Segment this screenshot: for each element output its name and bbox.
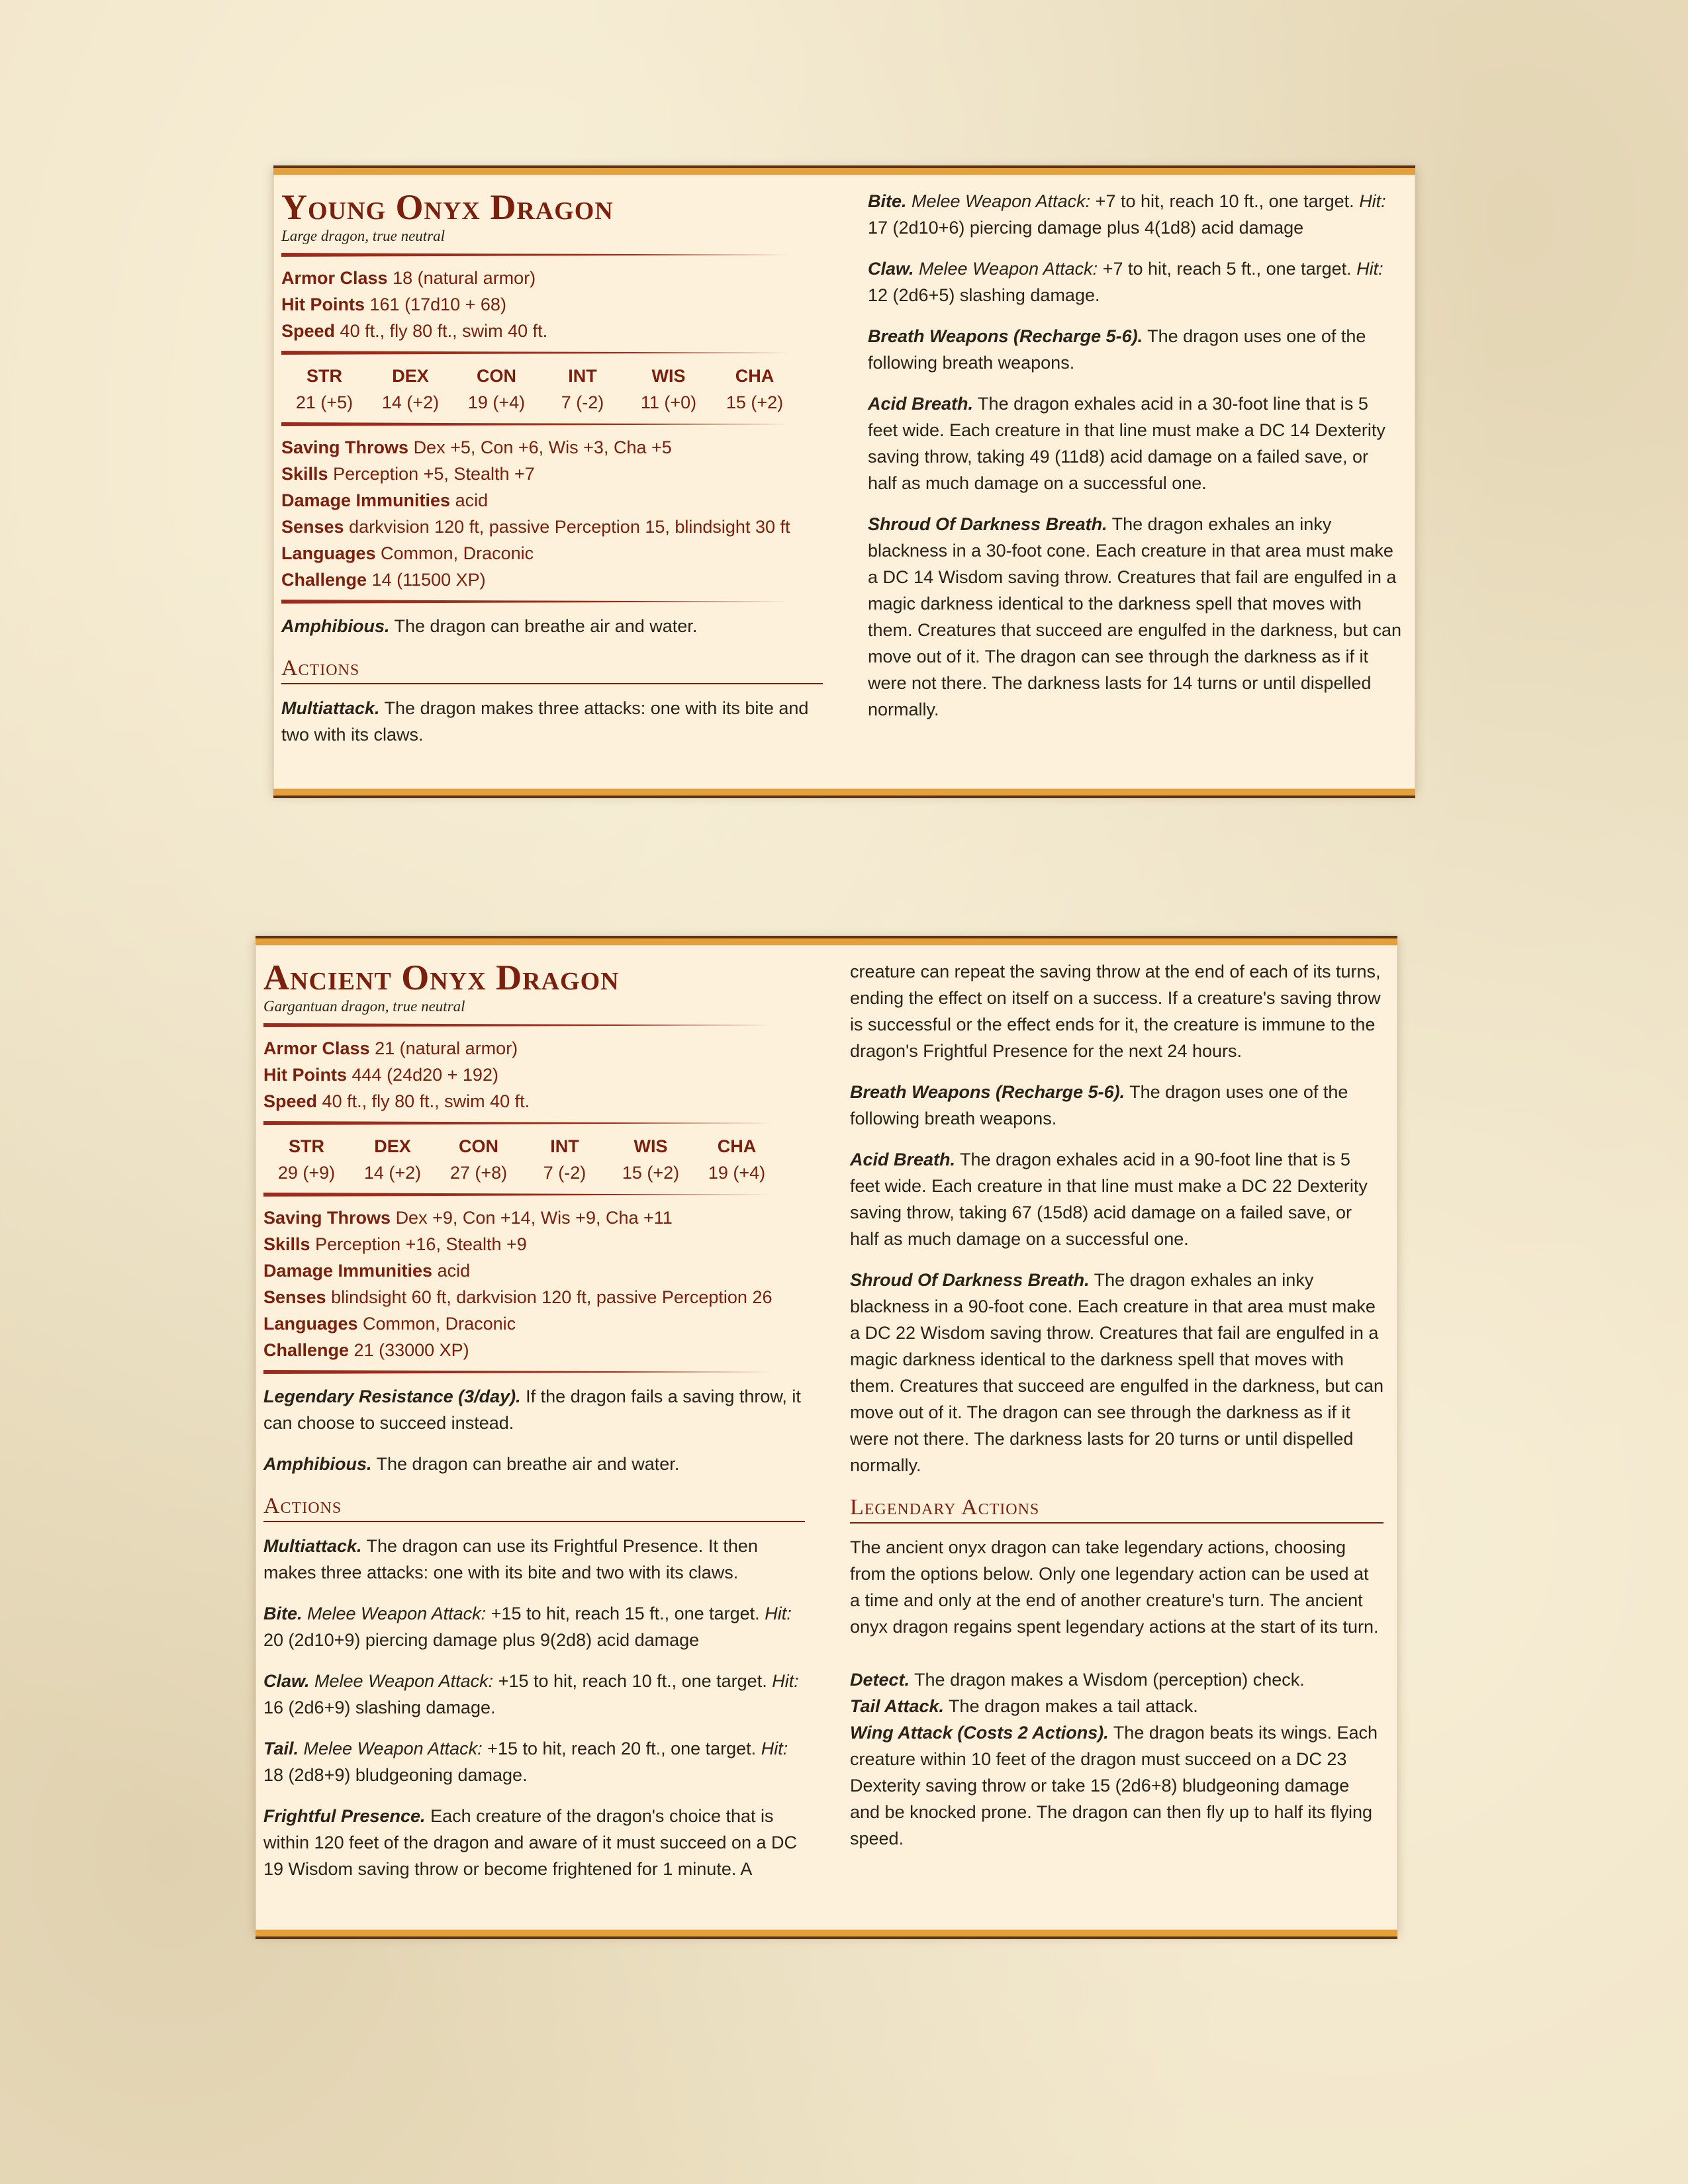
ability-scores [281, 363, 798, 416]
ability-cha: CHA 15 (+2) [726, 366, 784, 412]
divider [263, 1023, 773, 1027]
ability-str: STR 21 (+5) [295, 366, 353, 412]
divider [281, 422, 791, 426]
divider [263, 1370, 773, 1374]
actions-heading: Actions [281, 654, 823, 684]
legendary-actions-heading: Legendary Actions [850, 1493, 1383, 1524]
divider [281, 253, 791, 257]
monster-type: Large dragon, true neutral [281, 228, 445, 244]
legendary-detect: Detect. The dragon makes a Wisdom (perception) check. [850, 1670, 1305, 1690]
action-tail: Tail. Melee Weapon Attack: +15 to hit, reach 20 ft., one target. Hit: 18 (2d8+9) bludgeoning damage. [263, 1739, 788, 1785]
hit-points: Hit Points 444 (24d20 + 192) [263, 1065, 498, 1085]
action-claw: Claw. Melee Weapon Attack: +7 to hit, reach 5 ft., one target. Hit: 12 (2d6+5) slashing damage. [868, 259, 1383, 305]
statblock-left-column [281, 188, 823, 762]
trait-amphibious: Amphibious. The dragon can breathe air and water. [263, 1454, 680, 1474]
statblock-right-column [850, 958, 1383, 1852]
action-frightful-presence-continued: creature can repeat the saving throw at the end of each of its turns, ending the effect on itself on a success. If a creature's saving throw is successful or the effect ends for it, the creature is immune to the dragon's Frightful Presence for the next 24 hours. [850, 962, 1381, 1061]
monster-name: Young Onyx Dragon [281, 187, 614, 227]
action-bite: Bite. Melee Weapon Attack: +7 to hit, reach 10 ft., one target. Hit: 17 (2d10+6) piercing damage plus 4(1d8) acid damage [868, 191, 1386, 238]
ability-wis: WIS 11 (+0) [640, 366, 697, 412]
ability-con: CON 19 (+4) [467, 366, 526, 412]
ability-str: STR 29 (+9) [277, 1136, 336, 1183]
hit-points: Hit Points 161 (17d10 + 68) [281, 295, 506, 314]
action-shroud-breath: Shroud Of Darkness Breath. The dragon exhales an inky blackness in a 30-foot cone. Each creature in that area must make a DC 14 Wisdom saving throw. Creatures that fail are engulfed in a magic darkness identical to the darkness spell that moves with them. Creatures that succeed are engulfed in the darkness, but can move out of it. The dragon can see through the darkness as if it were not there. The darkness lasts for 14 turns or until dispelled normally. [868, 514, 1401, 719]
skills: Skills Perception +16, Stealth +9 [263, 1234, 527, 1254]
saving-throws: Saving Throws Dex +5, Con +6, Wis +3, Cha +5 [281, 437, 672, 457]
ability-dex: DEX 14 (+2) [381, 366, 440, 412]
ability-int: INT 7 (-2) [561, 366, 604, 412]
action-multiattack: Multiattack. The dragon can use its Frightful Presence. It then makes three attacks: one with its bite and two with its claws. [263, 1536, 758, 1582]
young-onyx-dragon-statblock [273, 168, 1415, 796]
senses: Senses darkvision 120 ft, passive Perception 15, blindsight 30 ft [281, 517, 790, 537]
trait-legendary-resistance: Legendary Resistance (3/day). If the dragon fails a saving throw, it can choose to succeed instead. [263, 1387, 801, 1433]
divider [263, 1121, 773, 1125]
action-acid-breath: Acid Breath. The dragon exhales acid in a 90-foot line that is 5 feet wide. Each creature in that line must make a DC 22 Dexterity saving throw, taking 67 (15d8) acid damage on a failed save, or half as much damage on a successful one. [850, 1150, 1368, 1249]
divider [281, 351, 791, 355]
action-breath-weapons: Breath Weapons (Recharge 5-6). The dragon uses one of the following breath weapons. [868, 326, 1366, 373]
skills: Skills Perception +5, Stealth +7 [281, 464, 535, 484]
ancient-onyx-dragon-statblock [256, 938, 1397, 1936]
action-frightful-presence: Frightful Presence. Each creature of the dragon's choice that is within 120 feet of the dragon and aware of it must succeed on a DC 19 Wisdom saving throw or become frightened for 1 minute. A [263, 1806, 797, 1879]
speed: Speed 40 ft., fly 80 ft., swim 40 ft. [263, 1091, 530, 1111]
ability-cha: CHA 19 (+4) [708, 1136, 766, 1183]
ability-scores [263, 1133, 780, 1186]
damage-immunities: Damage Immunities acid [263, 1261, 471, 1281]
speed: Speed 40 ft., fly 80 ft., swim 40 ft. [281, 321, 548, 341]
languages: Languages Common, Draconic [263, 1314, 516, 1334]
action-breath-weapons: Breath Weapons (Recharge 5-6). The dragon uses one of the following breath weapons. [850, 1082, 1348, 1128]
action-multiattack: Multiattack. The dragon makes three attacks: one with its bite and two with its claws. [281, 698, 809, 745]
damage-immunities: Damage Immunities acid [281, 490, 489, 510]
divider [281, 600, 791, 604]
monster-name: Ancient Onyx Dragon [263, 958, 620, 997]
action-claw: Claw. Melee Weapon Attack: +15 to hit, reach 10 ft., one target. Hit: 16 (2d6+9) slashing damage. [263, 1671, 799, 1717]
senses: Senses blindsight 60 ft, darkvision 120 ft, passive Perception 26 [263, 1287, 773, 1307]
legendary-actions-intro: The ancient onyx dragon can take legendary actions, choosing from the options below. Only one legendary action can be used at a time and only at the end of another creature's turn. The ancient onyx dragon regains spent legendary actions at the start of its turn. [850, 1537, 1379, 1637]
armor-class: Armor Class 18 (natural armor) [281, 268, 536, 288]
monster-type: Gargantuan dragon, true neutral [263, 998, 465, 1015]
challenge: Challenge 21 (33000 XP) [263, 1340, 469, 1360]
challenge: Challenge 14 (11500 XP) [281, 570, 486, 590]
action-bite: Bite. Melee Weapon Attack: +15 to hit, reach 15 ft., one target. Hit: 20 (2d10+9) piercing damage plus 9(2d8) acid damage [263, 1604, 792, 1650]
action-shroud-breath: Shroud Of Darkness Breath. The dragon exhales an inky blackness in a 90-foot cone. Each creature in that area must make a DC 22 Wisdom saving throw. Creatures that fail are engulfed in a magic darkness identical to the darkness spell that moves with them. Creatures that succeed are engulfed in the darkness, but can move out of it. The dragon can see through the darkness as if it were not there. The darkness lasts for 20 turns or until dispelled normally. [850, 1270, 1383, 1475]
statblock-right-column [868, 188, 1401, 737]
saving-throws: Saving Throws Dex +9, Con +14, Wis +9, Cha +11 [263, 1208, 673, 1228]
legendary-tail-attack: Tail Attack. The dragon makes a tail attack. [850, 1696, 1198, 1716]
ability-wis: WIS 15 (+2) [622, 1136, 680, 1183]
armor-class: Armor Class 21 (natural armor) [263, 1038, 518, 1058]
legendary-wing-attack: Wing Attack (Costs 2 Actions). The dragon beats its wings. Each creature within 10 feet of the dragon must succeed on a DC 23 Dexterity saving throw or take 15 (2d6+8) bludgeoning damage and be knocked prone. The dragon can then fly up to half its flying speed. [850, 1723, 1378, 1848]
ability-con: CON 27 (+8) [449, 1136, 508, 1183]
action-acid-breath: Acid Breath. The dragon exhales acid in a 30-foot line that is 5 feet wide. Each creature in that line must make a DC 14 Dexterity saving throw, taking 49 (11d8) acid damage on a failed save, or half as much damage on a successful one. [868, 394, 1385, 493]
trait-amphibious: Amphibious. The dragon can breathe air and water. [281, 616, 698, 636]
statblock-left-column [263, 958, 805, 1882]
ability-dex: DEX 14 (+2) [363, 1136, 422, 1183]
actions-heading: Actions [263, 1492, 805, 1522]
divider [263, 1193, 773, 1197]
languages: Languages Common, Draconic [281, 543, 534, 563]
ability-int: INT 7 (-2) [543, 1136, 586, 1183]
